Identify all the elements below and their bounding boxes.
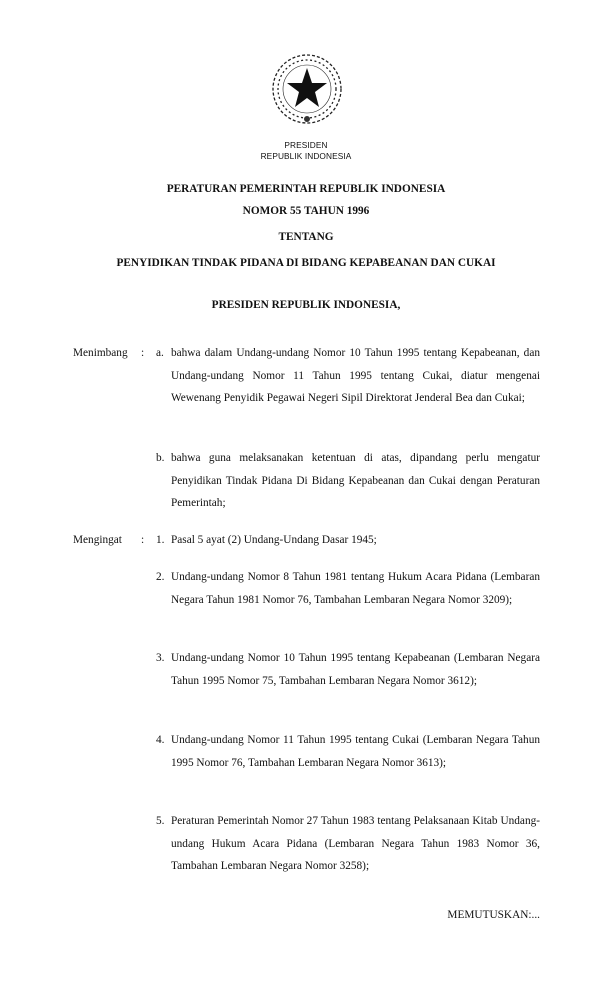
- presidential-emblem-icon: [269, 51, 345, 127]
- memutuskan-continuation: MEMUTUSKAN:...: [447, 909, 540, 921]
- title-line1: PERATURAN PEMERINTAH REPUBLIK INDONESIA: [166, 183, 446, 195]
- menimbang-colon: :: [141, 347, 145, 359]
- title-line2: NOMOR 55 TAHUN 1996: [242, 205, 370, 217]
- mengingat-label: Mengingat: [73, 534, 122, 546]
- item-number: 2.: [156, 571, 165, 583]
- issuer: PRESIDEN REPUBLIK INDONESIA,: [211, 299, 401, 311]
- mengingat-item: Undang-undang Nomor 10 Tahun 1995 tentang Kepabeanan (Lembaran Negara Tahun 1995 Nomor 75, Tambahan Lembaran Negara Nomor 3612);: [171, 652, 540, 687]
- title-line4: PENYIDIKAN TINDAK PIDANA DI BIDANG KEPABEANAN DAN CUKAI: [116, 257, 496, 269]
- header-presiden: PRESIDEN: [284, 140, 328, 150]
- mengingat-item: Peraturan Pemerintah Nomor 27 Tahun 1983 tentang Pelaksanaan Kitab Undang-undang Hukum Acara Pidana (Lembaran Negara Tahun 1983 Nomor 36, Tambahan Lembaran Negara Nomor 3258);: [171, 815, 540, 873]
- mengingat-item: Undang-undang Nomor 8 Tahun 1981 tentang Hukum Acara Pidana (Lembaran Negara Tahun 1981 Nomor 76, Tambahan Lembaran Negara Nomor 3209);: [171, 571, 540, 606]
- mengingat-colon: :: [141, 534, 145, 546]
- item-number: 4.: [156, 734, 165, 746]
- item-number: 3.: [156, 652, 165, 664]
- item-number: 5.: [156, 815, 165, 827]
- item-number: a.: [156, 347, 164, 359]
- mengingat-item: Undang-undang Nomor 11 Tahun 1995 tentang Cukai (Lembaran Negara Tahun 1995 Nomor 76, Tambahan Lembaran Negara Nomor 3613);: [171, 734, 540, 769]
- menimbang-item: bahwa guna melaksanakan ketentuan di atas, dipandang perlu mengatur Penyidikan Tindak Pidana Di Bidang Kepabeanan dan Cukai dengan Peraturan Pemerintah;: [171, 452, 540, 510]
- header-republik: REPUBLIK INDONESIA: [260, 151, 352, 161]
- menimbang-item: bahwa dalam Undang-undang Nomor 10 Tahun 1995 tentang Kepabeanan, dan Undang-undang Nomor 11 Tahun 1995 tentang Cukai, diatur mengenai Wewenang Penyidik Pegawai Negeri Sipil Direktorat Jenderal Bea dan Cukai;: [171, 347, 540, 405]
- item-number: b.: [156, 452, 165, 464]
- title-line3: TENTANG: [278, 231, 334, 243]
- menimbang-label: Menimbang: [73, 347, 128, 359]
- mengingat-item: Pasal 5 ayat (2) Undang-Undang Dasar 1945;: [171, 534, 377, 546]
- item-number: 1.: [156, 534, 165, 546]
